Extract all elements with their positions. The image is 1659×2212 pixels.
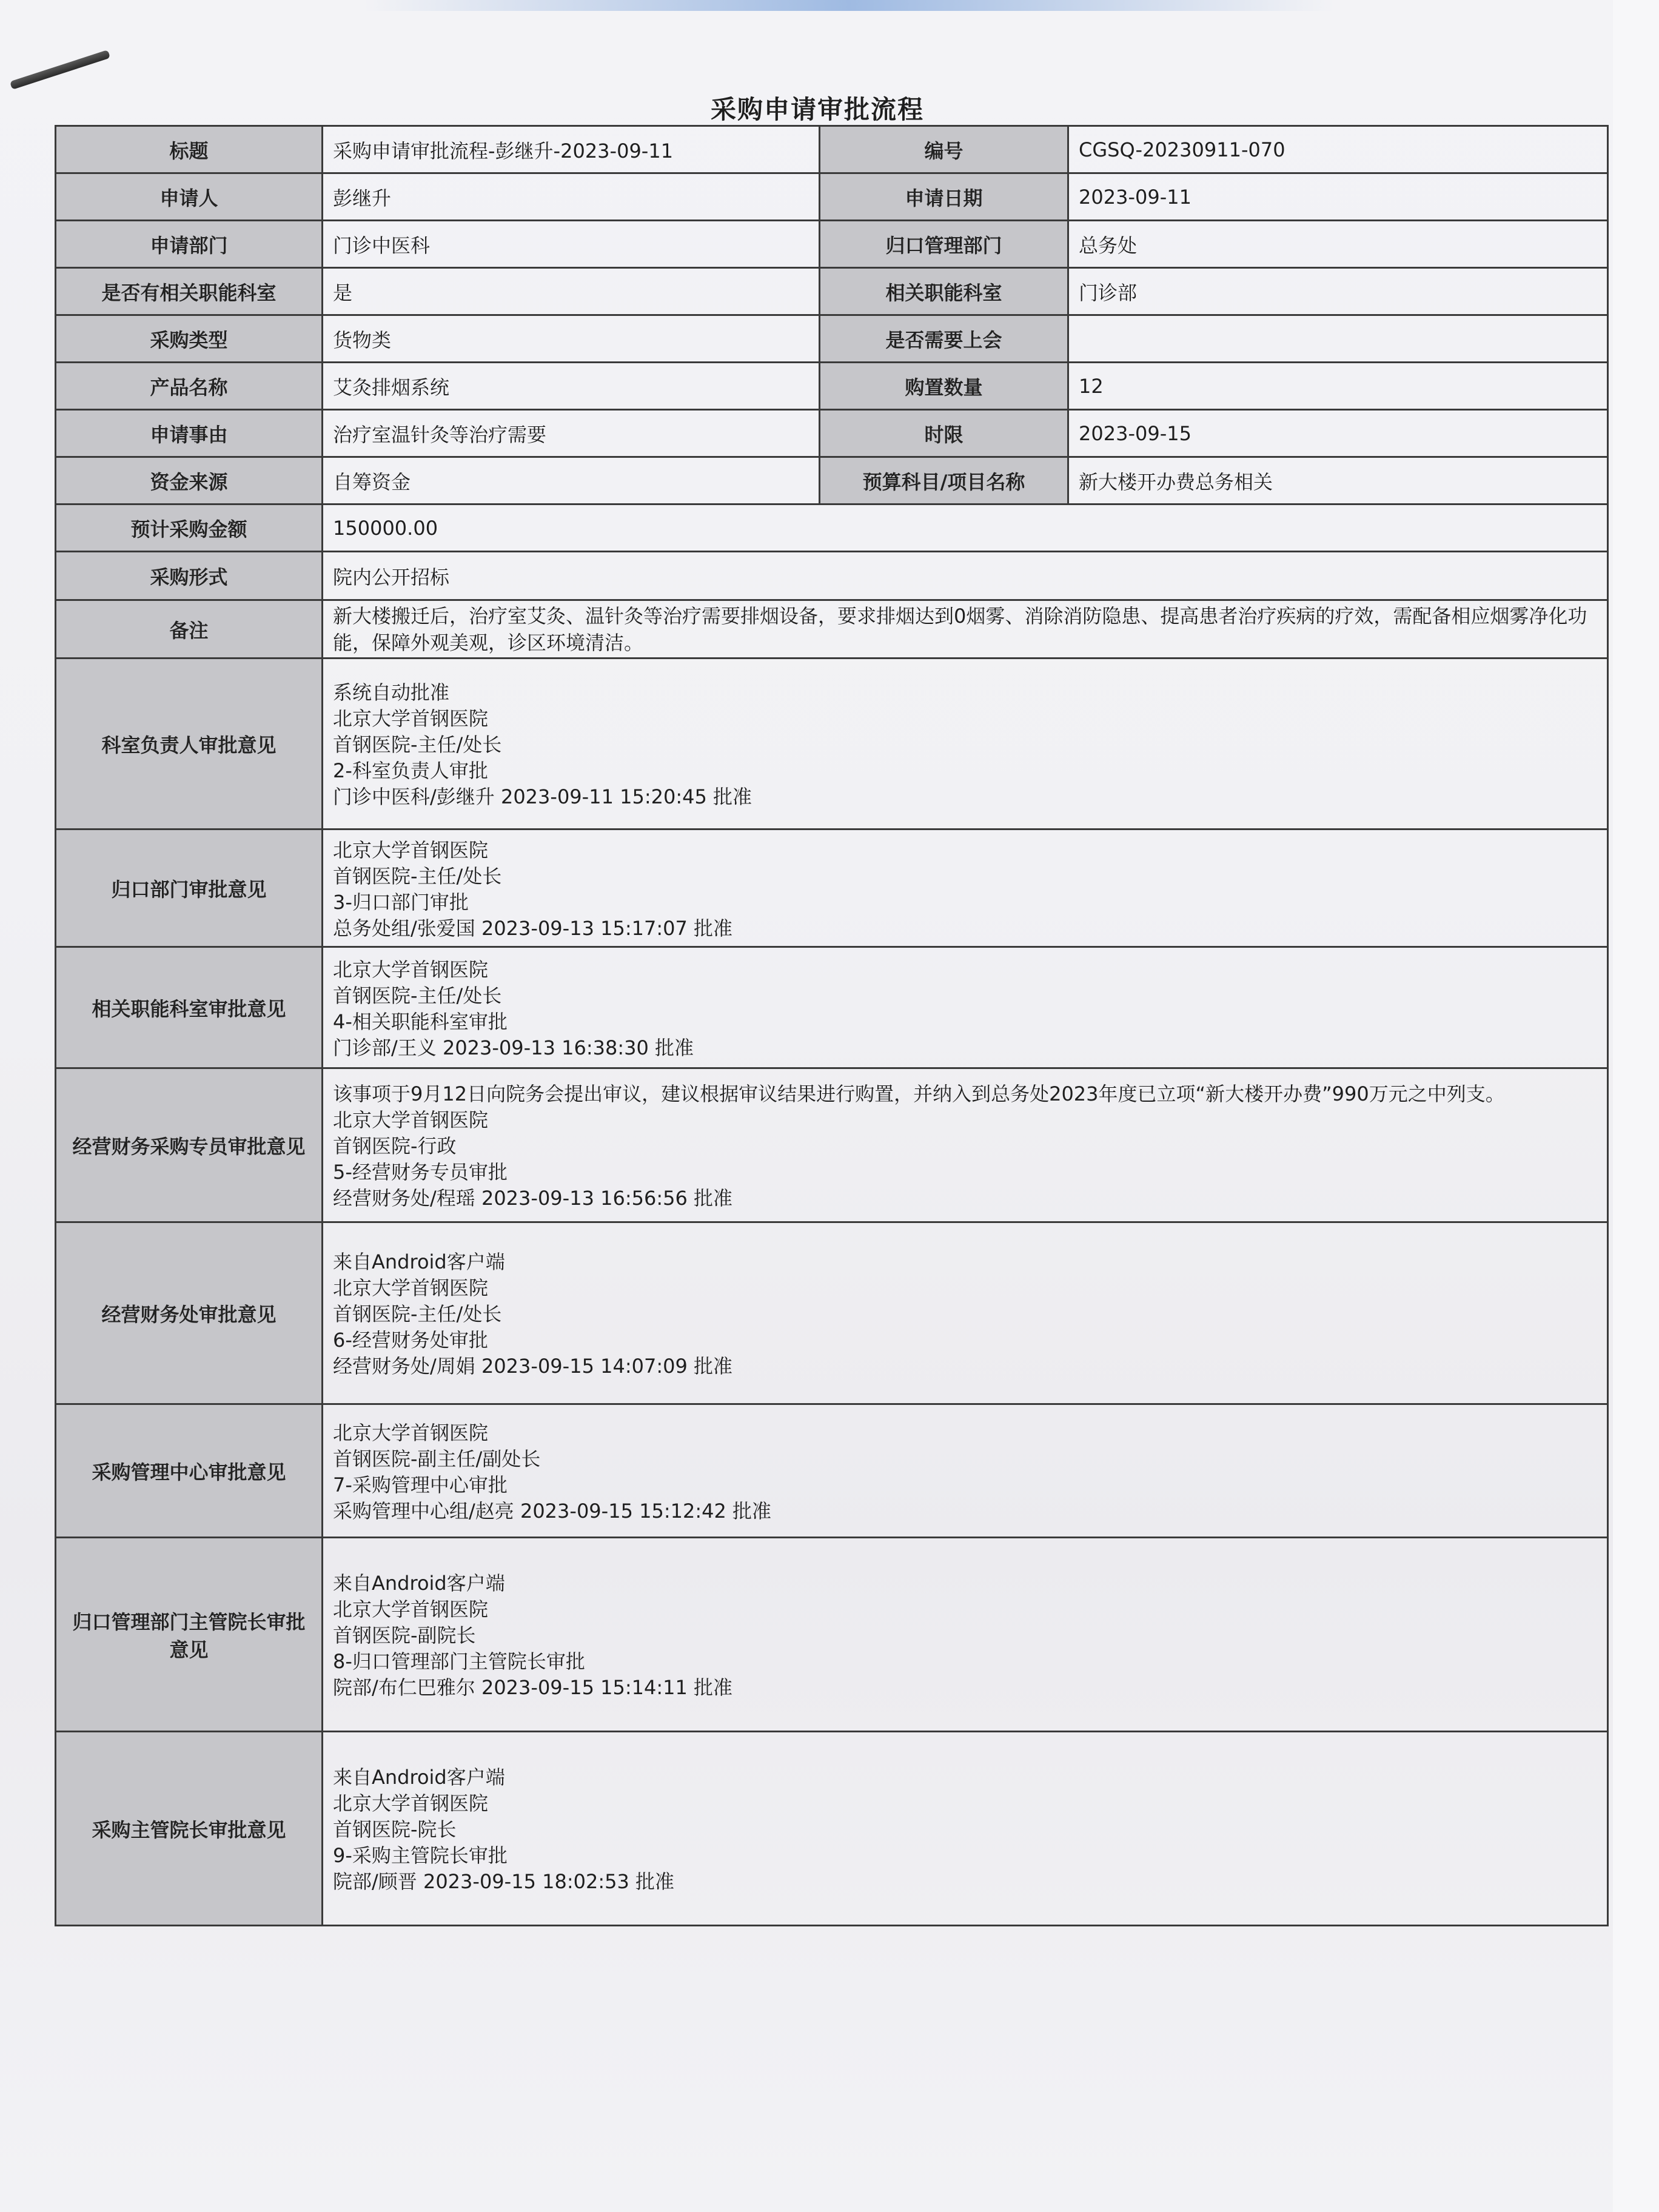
title-value: 采购申请审批流程-彭继升-2023-09-11 xyxy=(323,126,820,173)
row-form xyxy=(56,552,1608,600)
product-value: 艾灸排烟系统 xyxy=(323,363,820,410)
approval-line: 北京大学首钢医院 xyxy=(333,1108,489,1131)
approval-line: 8-归口管理部门主管院长审批 xyxy=(333,1650,585,1673)
form-label: 采购形式 xyxy=(56,552,323,600)
approval-line: 总务处组/张爱国 2023-09-13 15:17:07 批准 xyxy=(333,916,732,940)
approval-label: 相关职能科室审批意见 xyxy=(56,947,323,1068)
product-label: 产品名称 xyxy=(56,363,323,410)
approval-line: 首钢医院-主任/处长 xyxy=(333,733,502,756)
reason-label: 申请事由 xyxy=(56,410,323,457)
approval-line: 门诊中医科/彭继升 2023-09-11 15:20:45 批准 xyxy=(333,785,752,808)
top-tape xyxy=(364,0,1334,11)
approval-row xyxy=(56,1404,1608,1538)
mgmt-dept-label: 归口管理部门 xyxy=(820,221,1068,268)
apply-date-value: 2023-09-11 xyxy=(1068,173,1608,221)
approval-line: 首钢医院-副院长 xyxy=(333,1624,476,1647)
mgmt-dept-value: 总务处 xyxy=(1068,221,1608,268)
paper-edge xyxy=(1613,0,1659,2212)
deadline-label: 时限 xyxy=(820,410,1068,457)
row-applicant xyxy=(56,173,1608,221)
amount-value: 150000.00 xyxy=(323,504,1608,552)
applicant-value: 彭继升 xyxy=(323,173,820,221)
approval-line: 首钢医院-主任/处长 xyxy=(333,1302,502,1326)
approval-label: 经营财务采购专员审批意见 xyxy=(56,1068,323,1222)
number-label: 编号 xyxy=(820,126,1068,173)
approval-line: 来自Android客户端 xyxy=(333,1766,505,1789)
meeting-value xyxy=(1068,315,1608,363)
approval-row xyxy=(56,947,1608,1068)
approval-label: 采购主管院长审批意见 xyxy=(56,1732,323,1926)
approval-line: 首钢医院-主任/处长 xyxy=(333,984,502,1007)
dept-value: 门诊中医科 xyxy=(323,221,820,268)
related-dept-label: 相关职能科室 xyxy=(820,268,1068,315)
approval-content xyxy=(323,1068,1608,1222)
approval-line: 北京大学首钢医院 xyxy=(333,838,489,862)
has-related-value: 是 xyxy=(323,268,820,315)
approval-line: 来自Android客户端 xyxy=(333,1572,505,1595)
approval-content xyxy=(323,947,1608,1068)
remark-label: 备注 xyxy=(56,600,323,659)
approval-line: 采购管理中心组/赵亮 2023-09-15 15:12:42 批准 xyxy=(333,1499,771,1523)
approval-line: 经营财务处/周娟 2023-09-15 14:07:09 批准 xyxy=(333,1355,732,1378)
meeting-label: 是否需要上会 xyxy=(820,315,1068,363)
approval-line: 北京大学首钢医院 xyxy=(333,957,489,981)
row-amount xyxy=(56,504,1608,552)
row-related xyxy=(56,268,1608,315)
budget-value: 新大楼开办费总务相关 xyxy=(1068,457,1608,504)
has-related-label: 是否有相关职能科室 xyxy=(56,268,323,315)
approval-row xyxy=(56,659,1608,830)
approval-line: 北京大学首钢医院 xyxy=(333,1598,489,1621)
approval-row xyxy=(56,830,1608,947)
approval-line: 首钢医院-主任/处长 xyxy=(333,864,502,888)
approval-line: 首钢医院-副主任/副处长 xyxy=(333,1447,541,1470)
approval-line: 来自Android客户端 xyxy=(333,1250,505,1273)
row-reason xyxy=(56,410,1608,457)
approval-form-table xyxy=(55,125,1609,1926)
approval-row xyxy=(56,1068,1608,1222)
approval-label: 科室负责人审批意见 xyxy=(56,659,323,830)
approval-content xyxy=(323,1404,1608,1538)
row-product xyxy=(56,363,1608,410)
approval-line: 门诊部/王义 2023-09-13 16:38:30 批准 xyxy=(333,1036,694,1059)
form-value: 院内公开招标 xyxy=(323,552,1608,600)
approval-line: 9-采购主管院长审批 xyxy=(333,1844,508,1867)
apply-date-label: 申请日期 xyxy=(820,173,1068,221)
approval-line: 7-采购管理中心审批 xyxy=(333,1473,508,1496)
related-dept-value: 门诊部 xyxy=(1068,268,1608,315)
row-dept xyxy=(56,221,1608,268)
approval-line: 北京大学首钢医院 xyxy=(333,1792,489,1815)
deadline-value: 2023-09-15 xyxy=(1068,410,1608,457)
approval-label: 归口管理部门主管院长审批意见 xyxy=(56,1538,323,1732)
approval-line: 院部/布仁巴雅尔 2023-09-15 15:14:11 批准 xyxy=(333,1676,732,1699)
row-remark xyxy=(56,600,1608,659)
reason-value: 治疗室温针灸等治疗需要 xyxy=(323,410,820,457)
approval-line: 经营财务处/程瑶 2023-09-13 16:56:56 批准 xyxy=(333,1187,732,1210)
approval-content xyxy=(323,659,1608,830)
type-value: 货物类 xyxy=(323,315,820,363)
approval-content xyxy=(323,1222,1608,1404)
qty-value: 12 xyxy=(1068,363,1608,410)
row-fund xyxy=(56,457,1608,504)
approval-content xyxy=(323,1732,1608,1926)
approval-content xyxy=(323,830,1608,947)
approval-line: 院部/顾晋 2023-09-15 18:02:53 批准 xyxy=(333,1870,674,1893)
type-label: 采购类型 xyxy=(56,315,323,363)
approval-row xyxy=(56,1222,1608,1404)
amount-label: 预计采购金额 xyxy=(56,504,323,552)
approval-label: 归口部门审批意见 xyxy=(56,830,323,947)
approval-line: 该事项于9月12日向院务会提出审议，建议根据审议结果进行购置，并纳入到总务处2023年度已立项“新大楼开办费”990万元之中列支。 xyxy=(333,1082,1505,1105)
approval-line: 首钢医院-行政 xyxy=(333,1134,457,1158)
row-type xyxy=(56,315,1608,363)
title-label: 标题 xyxy=(56,126,323,173)
approval-line: 3-归口部门审批 xyxy=(333,890,469,914)
document-title: 采购申请审批流程 xyxy=(710,95,924,124)
remark-value: 新大楼搬迁后，治疗室艾灸、温针灸等治疗需要排烟设备，要求排烟达到0烟雾、消除消防隐患、提高患者治疗疾病的疗效，需配备相应烟雾净化功能，保障外观美观，诊区环境清洁。 xyxy=(323,600,1608,659)
approval-line: 6-经营财务处审批 xyxy=(333,1329,488,1352)
approval-label: 经营财务处审批意见 xyxy=(56,1222,323,1404)
approval-line: 首钢医院-院长 xyxy=(333,1818,457,1841)
approval-line: 北京大学首钢医院 xyxy=(333,707,489,730)
approval-line: 5-经营财务专员审批 xyxy=(333,1161,508,1184)
row-title xyxy=(56,126,1608,173)
dept-label: 申请部门 xyxy=(56,221,323,268)
number-value: CGSQ-20230911-070 xyxy=(1068,126,1608,173)
approval-line: 北京大学首钢医院 xyxy=(333,1421,489,1444)
qty-label: 购置数量 xyxy=(820,363,1068,410)
approval-line: 4-相关职能科室审批 xyxy=(333,1010,508,1033)
fund-value: 自筹资金 xyxy=(323,457,820,504)
approval-label: 采购管理中心审批意见 xyxy=(56,1404,323,1538)
approval-content xyxy=(323,1538,1608,1732)
approval-row xyxy=(56,1732,1608,1926)
budget-label: 预算科目/项目名称 xyxy=(820,457,1068,504)
applicant-label: 申请人 xyxy=(56,173,323,221)
approval-line: 北京大学首钢医院 xyxy=(333,1276,489,1299)
fund-label: 资金来源 xyxy=(56,457,323,504)
approval-line: 系统自动批准 xyxy=(333,681,450,704)
approval-row xyxy=(56,1538,1608,1732)
approval-line: 2-科室负责人审批 xyxy=(333,759,488,782)
